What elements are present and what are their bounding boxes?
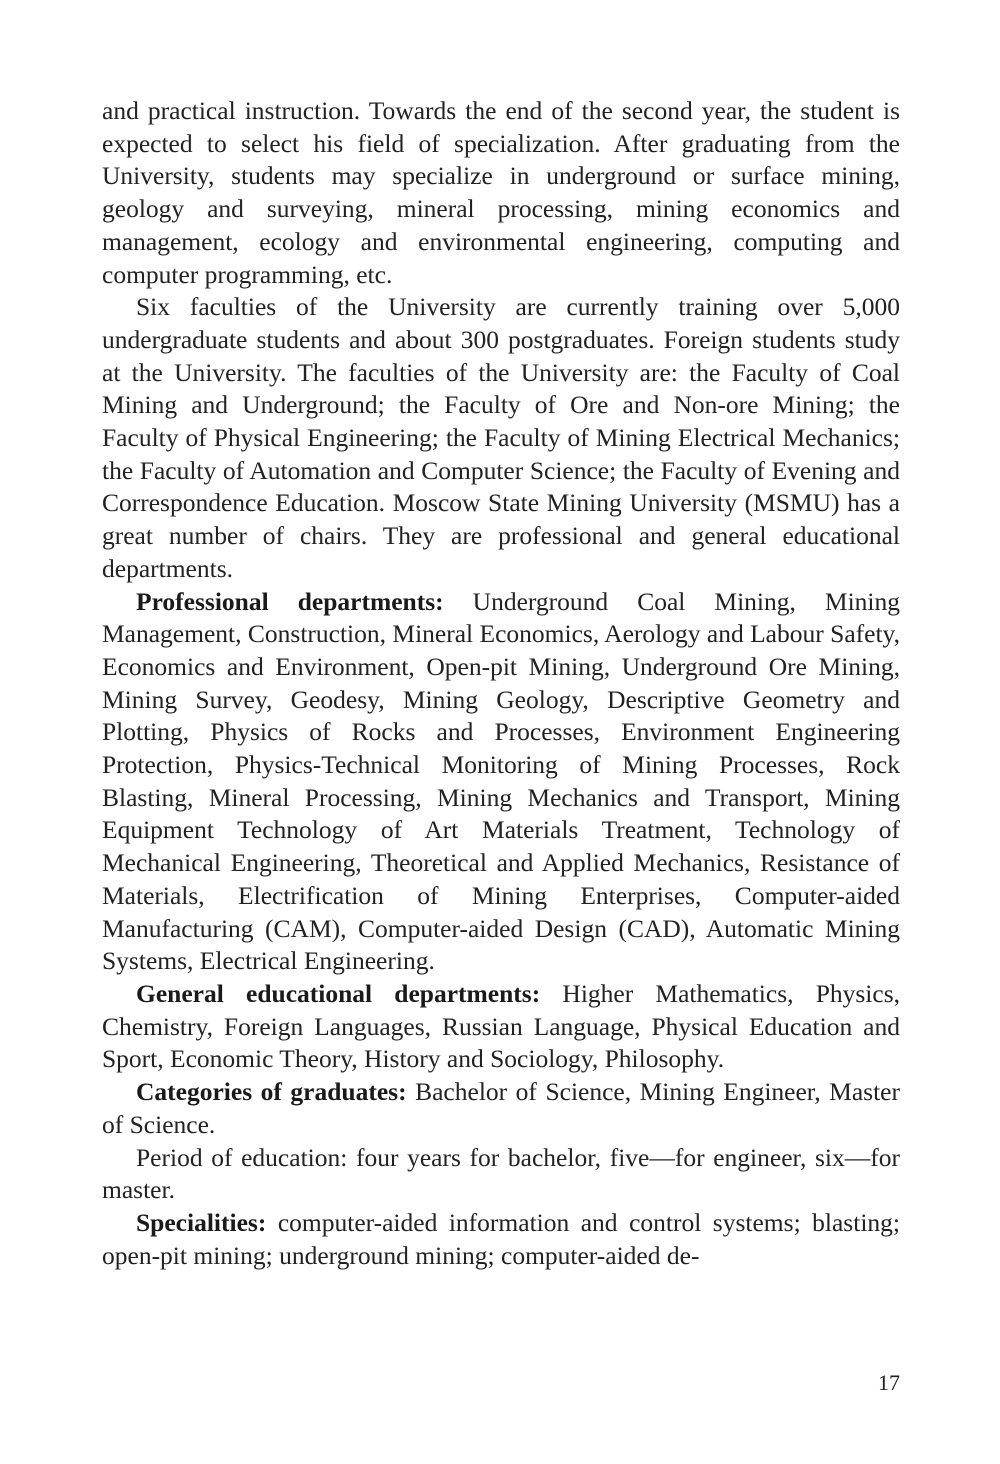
paragraph-lead: General educational departments: — [136, 978, 541, 1008]
paragraph-lead: Specialities: — [136, 1207, 267, 1237]
paragraph-lead: Categories of graduates: — [136, 1077, 407, 1107]
page-number: 17 — [878, 1370, 900, 1395]
paragraph-text: Underground Coal Mining, Mining Management, Construction, Mineral Economics, Aerology and Labour Safety, Economics and Environment, Open-pit Mining, Underground Ore Mining, Mining Survey, Geodesy, Mining Geology, Descriptive Geometry and Plotting, Physics of Rocks and Processes, Environment Engineering Protection, Physics-Technical Monitoring of Mining Processes, Rock Blasting, Mineral Processing, Mining Mechanics and Transport, Mining Equipment Technology of Art Materials Treatment, Technology of Mechanical Engineering, Theoretical and Applied Mechanics, Resistance of Materials, Electrification of Mining Enterprises, Computer-aided Manufacturing (CAM), Computer-aided Design (CAD), Automatic Mining Systems, Electrical Engineering. — [102, 586, 900, 976]
paragraph-text: Bachelor of Science, Mining Engineer, Master of Science. — [102, 1077, 900, 1139]
paragraph-text: computer-aided information and control systems; blasting; open-pit mining; underground mining; computer-aided de- — [102, 1207, 900, 1270]
paragraph-graduate-categories — [102, 1076, 900, 1141]
paragraph-professional-departments — [102, 586, 900, 978]
paragraph-specialities — [102, 1207, 900, 1272]
paragraph-period-of-education — [102, 1142, 900, 1207]
paragraph-faculties — [102, 291, 900, 585]
paragraph-text: Period of education: four years for bachelor, five—for engineer, six—for master. — [102, 1142, 900, 1205]
paragraph-specialization — [102, 95, 900, 291]
paragraph-general-departments — [102, 978, 900, 1076]
page-body — [102, 95, 900, 1272]
paragraph-text: and practical instruction. Towards the end of the second year, the student is expected to select his field of specialization. After graduating from the University, students may specialize in underground or surface mining, geology and surveying, mineral processing, mining economics and management, ecology and environmental engineering, computing and computer programming, etc. — [102, 96, 900, 289]
paragraph-lead: Professional departments: — [136, 586, 444, 616]
paragraph-text: Higher Mathematics, Physics, Chemistry, Foreign Languages, Russian Language, Physical Education and Sport, Economic Theory, History and Sociology, Philosophy. — [102, 978, 901, 1074]
paragraph-text: Six faculties of the University are currently training over 5,000 undergraduate students and about 300 postgraduates. Foreign students study at the University. The faculties of the University are: the Faculty of Coal Mining and Underground; the Faculty of Ore and Non-ore Mining; the Faculty of Physical Engineering; the Faculty of Mining Electrical Mechanics; the Faculty of Automation and Computer Science; the Faculty of Evening and Correspondence Education. Moscow State Mining University (MSMU) has a great number of chairs. They are professional and general educational departments. — [102, 292, 900, 583]
